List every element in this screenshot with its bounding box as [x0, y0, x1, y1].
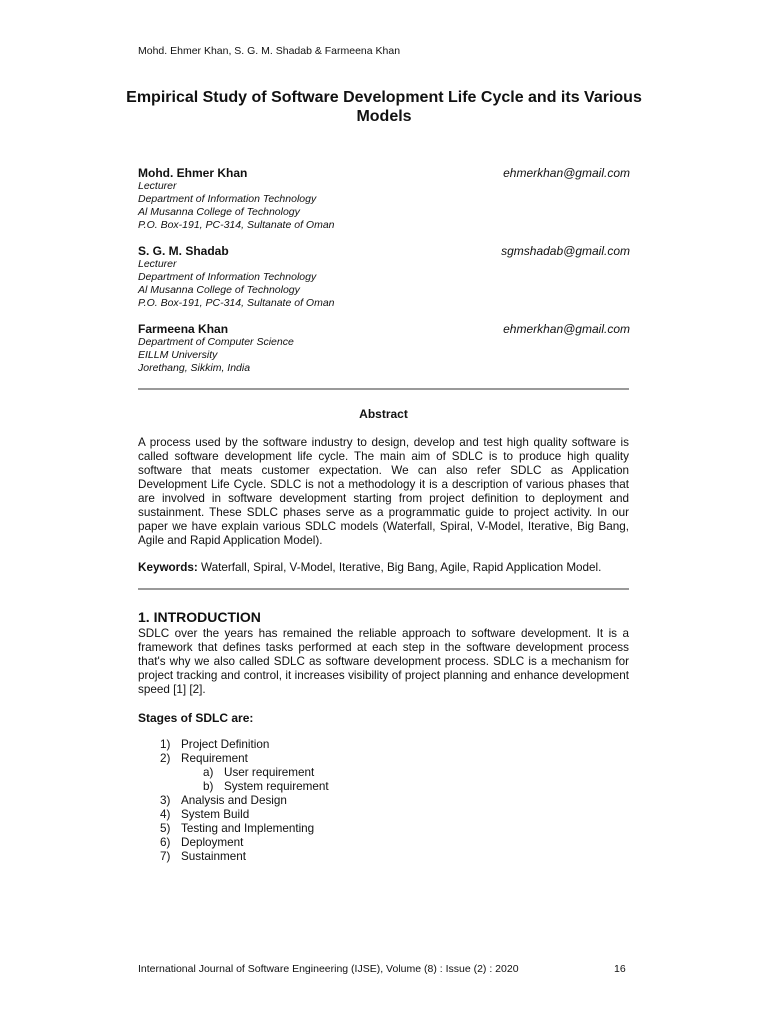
author-block	[138, 322, 630, 375]
stages-heading: Stages of SDLC are:	[138, 711, 254, 725]
paper-title: Empirical Study of Software Development Life Cycle and its Various Models	[126, 89, 642, 125]
footer-journal: International Journal of Software Engineering (IJSE), Volume (8) : Issue (2) : 2020	[138, 963, 519, 975]
keywords-text: Waterfall, Spiral, V-Model, Iterative, Big Bang, Agile, Rapid Application Model.	[197, 561, 602, 574]
affiliation-line: Al Musanna College of Technology	[138, 284, 300, 296]
section-heading: 1. INTRODUCTION	[138, 609, 261, 625]
list-subitem: a) User requirement	[203, 766, 315, 779]
affiliation-line: Department of Computer Science	[138, 336, 294, 348]
stages-list	[160, 738, 329, 864]
affiliation-line: Lecturer	[138, 180, 177, 192]
author-block	[138, 244, 630, 310]
list-item: 3) Analysis and Design	[160, 794, 287, 807]
keywords	[138, 561, 629, 574]
author-name: Mohd. Ehmer Khan	[138, 166, 248, 180]
divider	[138, 588, 629, 590]
list-item: 6) Deployment	[160, 836, 244, 849]
divider	[138, 388, 629, 390]
list-item: 4) System Build	[160, 808, 250, 821]
abstract-heading: Abstract	[359, 407, 408, 421]
page-number: 16	[614, 963, 626, 975]
affiliation-line: Department of Information Technology	[138, 193, 317, 205]
keywords-label: Keywords:	[138, 561, 198, 574]
author-block	[138, 166, 630, 232]
affiliation-line: EILLM University	[138, 349, 218, 361]
introduction-text: SDLC over the years has remained the reliable approach to software development. It is a framework that defines tasks performed at each step in the software development process that's why we also called SDLC as software development process. SDLC is a mechanism for project tracking and control, it increases visibility of project planning and enhance development speed [1] [2].	[138, 627, 629, 696]
affiliation-line: P.O. Box-191, PC-314, Sultanate of Oman	[138, 219, 335, 231]
list-item: 7) Sustainment	[160, 850, 246, 863]
affiliation-line: Al Musanna College of Technology	[138, 206, 300, 218]
list-subitem: b) System requirement	[203, 780, 329, 793]
list-item: 1) Project Definition	[160, 738, 270, 751]
affiliation-line: Department of Information Technology	[138, 271, 317, 283]
affiliation-line: P.O. Box-191, PC-314, Sultanate of Oman	[138, 297, 335, 309]
author-name: S. G. M. Shadab	[138, 244, 229, 258]
running-head: Mohd. Ehmer Khan, S. G. M. Shadab & Farmeena Khan	[138, 45, 401, 57]
author-email: ehmerkhan@gmail.com	[503, 322, 630, 336]
affiliation-line: Lecturer	[138, 258, 177, 270]
abstract-text: A process used by the software industry to design, develop and test high quality software is called software development life cycle. The main aim of SDLC is to produce high quality software that meats customer expectation. We can also refer SDLC as Application Development Life Cycle. SDLC is not a methodology it is a description of various phases that are involved in software development starting from project definition to deployment and sustainment. These SDLC phases serve as a programmatic guide to project activity. In our paper we have explain various SDLC models (Waterfall, Spiral, V-Model, Iterative, Big Bang, Agile and Rapid Application Model).	[138, 436, 629, 547]
author-email: sgmshadab@gmail.com	[501, 244, 630, 258]
author-email: ehmerkhan@gmail.com	[503, 166, 630, 180]
author-name: Farmeena Khan	[138, 322, 229, 336]
list-item: 5) Testing and Implementing	[160, 822, 315, 835]
list-item: 2) Requirement	[160, 752, 248, 765]
affiliation-line: Jorethang, Sikkim, India	[138, 362, 251, 374]
